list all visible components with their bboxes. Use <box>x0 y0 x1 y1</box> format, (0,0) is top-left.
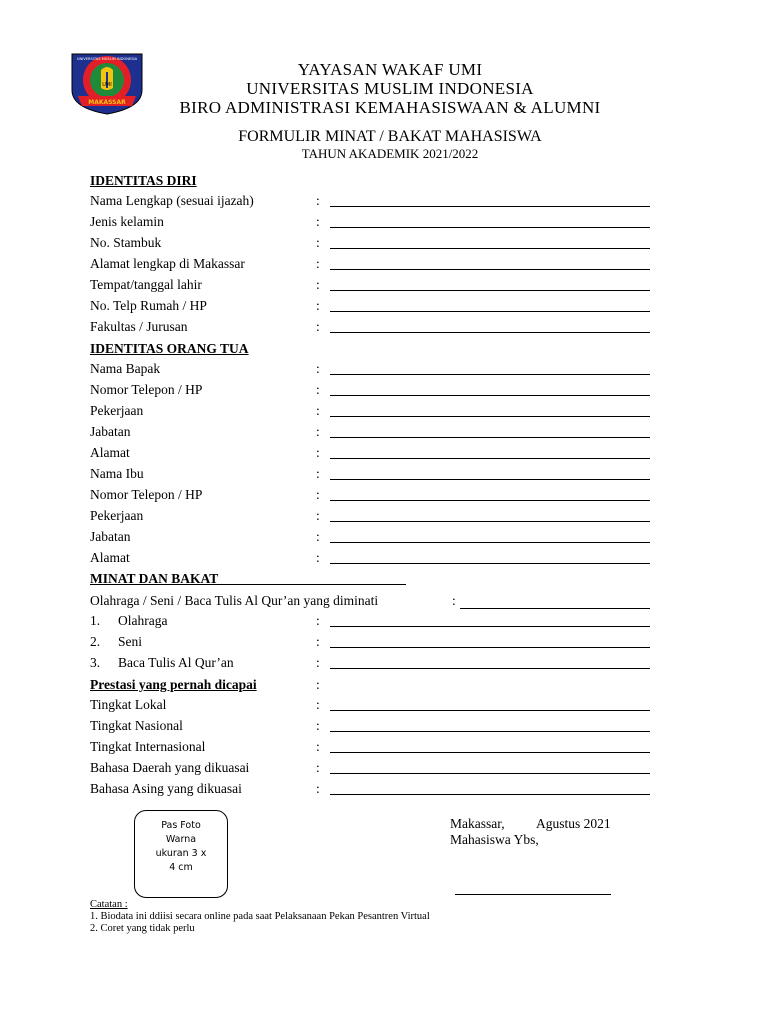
prestasi-field-1-colon: : <box>316 697 320 712</box>
diri-field-5-input-line[interactable] <box>330 290 650 291</box>
diri-field-1-input-line[interactable] <box>330 206 650 207</box>
ortu-field-9-label: Jabatan <box>90 529 131 544</box>
signature-role: Mahasiswa Ybs, <box>450 832 539 847</box>
diri-field-4-input-line[interactable] <box>330 269 650 270</box>
diri-field-2-colon: : <box>316 214 320 229</box>
prestasi-field-4-input-line[interactable] <box>330 773 650 774</box>
minat-item-1-input-line[interactable] <box>330 626 650 627</box>
ortu-field-1-label: Nama Bapak <box>90 361 161 376</box>
minat-question-colon: : <box>452 593 456 608</box>
notes-heading: Catatan : <box>90 899 128 910</box>
logo-banner-text: MAKASSAR <box>88 99 126 106</box>
ortu-field-10-label: Alamat <box>90 550 130 565</box>
ortu-field-7-colon: : <box>316 487 320 502</box>
signature-place: Makassar, <box>450 816 505 831</box>
header-university: UNIVERSITAS MUSLIM INDONESIA <box>246 79 534 98</box>
ortu-field-9-colon: : <box>316 529 320 544</box>
ortu-field-6-colon: : <box>316 466 320 481</box>
prestasi-field-4-colon: : <box>316 760 320 775</box>
ortu-field-3-label: Pekerjaan <box>90 403 144 418</box>
minat-item-1-colon: : <box>316 613 320 628</box>
ortu-field-2-input-line[interactable] <box>330 395 650 396</box>
umi-logo <box>68 50 146 116</box>
ortu-field-7-input-line[interactable] <box>330 500 650 501</box>
section-identitas-diri: IDENTITAS DIRI <box>90 173 197 188</box>
minat-item-1-label: Olahraga <box>118 613 168 628</box>
ortu-field-5-label: Alamat <box>90 445 130 460</box>
diri-field-3-colon: : <box>316 235 320 250</box>
minat-question-line[interactable] <box>460 608 650 609</box>
minat-bakat-underline <box>90 584 406 585</box>
form-title: FORMULIR MINAT / BAKAT MAHASISWA <box>238 128 542 145</box>
diri-field-1-colon: : <box>316 193 320 208</box>
diri-field-6-colon: : <box>316 298 320 313</box>
diri-field-7-input-line[interactable] <box>330 332 650 333</box>
minat-item-1-number: 1. <box>90 613 101 628</box>
prestasi-field-2-colon: : <box>316 718 320 733</box>
ortu-field-9-input-line[interactable] <box>330 542 650 543</box>
ortu-field-3-colon: : <box>316 403 320 418</box>
prestasi-field-1-input-line[interactable] <box>330 710 650 711</box>
prestasi-field-1-label: Tingkat Lokal <box>90 697 167 712</box>
diri-field-1-label: Nama Lengkap (sesuai ijazah) <box>90 193 254 208</box>
ortu-field-10-input-line[interactable] <box>330 563 650 564</box>
ortu-field-6-input-line[interactable] <box>330 479 650 480</box>
diri-field-3-input-line[interactable] <box>330 248 650 249</box>
diri-field-7-colon: : <box>316 319 320 334</box>
photo-placeholder <box>134 810 228 898</box>
logo-center-text: UMI <box>102 82 112 88</box>
ortu-field-4-label: Jabatan <box>90 424 131 439</box>
prestasi-field-5-input-line[interactable] <box>330 794 650 795</box>
minat-item-3-colon: : <box>316 655 320 670</box>
diri-field-4-colon: : <box>316 256 320 271</box>
minat-item-2-label: Seni <box>118 634 143 649</box>
note-item-1: 1. Biodata ini ddiisi secara online pada saat Pelaksanaan Pekan Pesantren Virtual <box>90 911 430 922</box>
form-subtitle: TAHUN AKADEMIK 2021/2022 <box>301 146 479 161</box>
minat-item-3-label: Baca Tulis Al Qur’an <box>118 655 234 670</box>
diri-field-7-label: Fakultas / Jurusan <box>90 319 188 334</box>
prestasi-field-2-label: Tingkat Nasional <box>90 718 183 733</box>
prestasi-field-5-colon: : <box>316 781 320 796</box>
minat-question-label: Olahraga / Seni / Baca Tulis Al Qur’an yang diminati <box>90 593 379 608</box>
ortu-field-5-colon: : <box>316 445 320 460</box>
prestasi-field-3-input-line[interactable] <box>330 752 650 753</box>
ortu-field-10-colon: : <box>316 550 320 565</box>
ortu-field-4-input-line[interactable] <box>330 437 650 438</box>
section-minat-bakat: MINAT DAN BAKAT <box>90 571 219 586</box>
prestasi-colon: : <box>316 677 320 692</box>
header-bureau: BIRO ADMINISTRASI KEMAHASISWAAN & ALUMNI <box>179 98 601 117</box>
diri-field-3-label: No. Stambuk <box>90 235 162 250</box>
ortu-field-6-label: Nama Ibu <box>90 466 144 481</box>
prestasi-field-4-label: Bahasa Daerah yang dikuasai <box>90 760 250 775</box>
diri-field-6-input-line[interactable] <box>330 311 650 312</box>
ortu-field-7-label: Nomor Telepon / HP <box>90 487 203 502</box>
diri-field-5-colon: : <box>316 277 320 292</box>
diri-field-4-label: Alamat lengkap di Makassar <box>90 256 245 271</box>
section-prestasi: Prestasi yang pernah dicapai <box>90 677 257 692</box>
ortu-field-3-input-line[interactable] <box>330 416 650 417</box>
signature-line[interactable] <box>455 894 611 895</box>
prestasi-field-2-input-line[interactable] <box>330 731 650 732</box>
ortu-field-8-label: Pekerjaan <box>90 508 144 523</box>
ortu-field-1-colon: : <box>316 361 320 376</box>
minat-item-2-input-line[interactable] <box>330 647 650 648</box>
section-identitas-orang-tua: IDENTITAS ORANG TUA <box>90 341 249 356</box>
diri-field-6-label: No. Telp Rumah / HP <box>90 298 207 313</box>
signature-date: Agustus 2021 <box>536 816 611 831</box>
diri-field-2-label: Jenis kelamin <box>90 214 164 229</box>
diri-field-2-input-line[interactable] <box>330 227 650 228</box>
prestasi-field-3-colon: : <box>316 739 320 754</box>
ortu-field-1-input-line[interactable] <box>330 374 650 375</box>
minat-item-3-number: 3. <box>90 655 101 670</box>
photo-line-1: Pas Foto <box>161 820 201 831</box>
ortu-field-2-label: Nomor Telepon / HP <box>90 382 203 397</box>
ortu-field-2-colon: : <box>316 382 320 397</box>
note-item-2: 2. Coret yang tidak perlu <box>90 923 195 934</box>
photo-line-4: 4 cm <box>169 862 193 873</box>
ortu-field-4-colon: : <box>316 424 320 439</box>
prestasi-field-3-label: Tingkat Internasional <box>90 739 206 754</box>
photo-line-3: ukuran 3 x <box>155 848 207 859</box>
ortu-field-8-input-line[interactable] <box>330 521 650 522</box>
diri-field-5-label: Tempat/tanggal lahir <box>90 277 202 292</box>
header-foundation: YAYASAN WAKAF UMI <box>297 60 483 79</box>
photo-line-2: Warna <box>165 834 197 845</box>
minat-item-2-number: 2. <box>90 634 101 649</box>
minat-item-3-input-line[interactable] <box>330 668 650 669</box>
ortu-field-8-colon: : <box>316 508 320 523</box>
minat-item-2-colon: : <box>316 634 320 649</box>
logo-ring-text: UNIVERSITAS MUSLIM INDONESIA <box>76 57 138 61</box>
prestasi-field-5-label: Bahasa Asing yang dikuasai <box>90 781 242 796</box>
ortu-field-5-input-line[interactable] <box>330 458 650 459</box>
